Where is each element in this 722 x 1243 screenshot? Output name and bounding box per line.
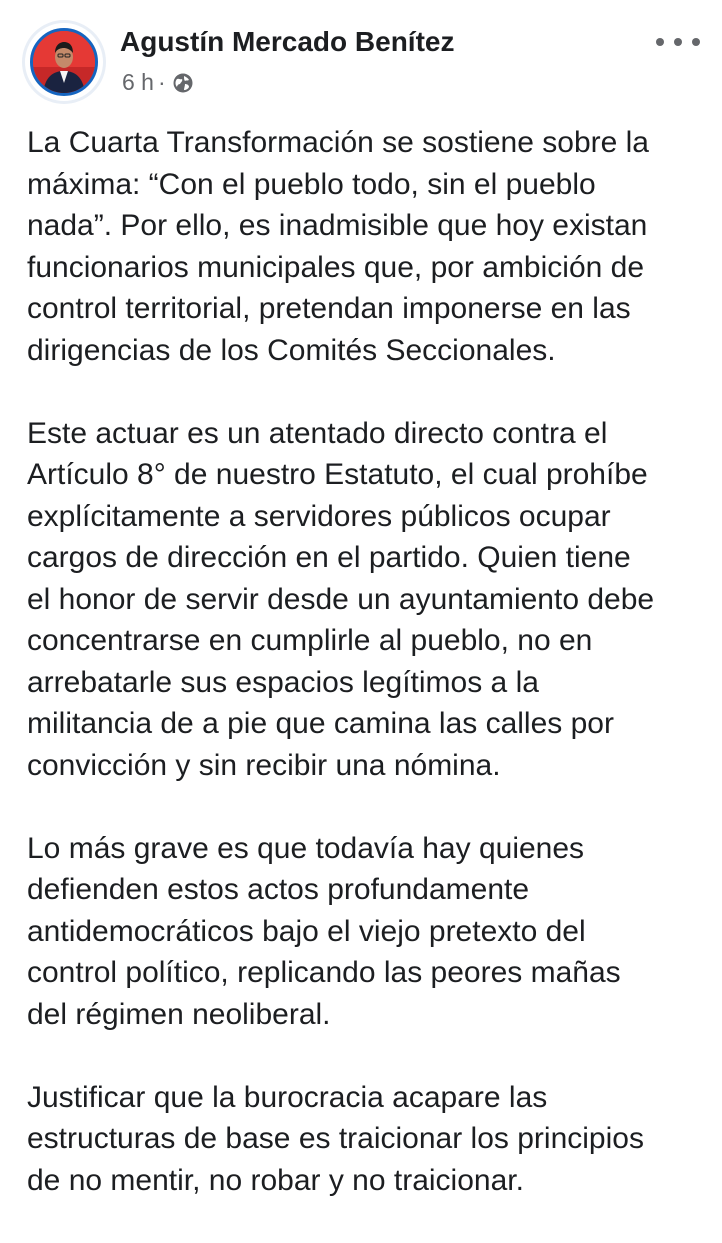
avatar[interactable] bbox=[22, 20, 106, 104]
more-dot bbox=[674, 38, 682, 46]
post-paragraph: Este actuar es un atentado directo contra el Artículo 8° de nuestro Estatuto, el cual prohíbe explícitamente a servidores públicos ocupar cargos de dirección en el partido. Quien tiene el honor de servir desde un ayuntamiento debe concentrarse en cumplirle al pueblo, no en arrebatarle sus espacios legítimos a la militancia de a pie que camina las calles por convicción y sin recibir una nómina. bbox=[27, 416, 655, 782]
avatar-photo bbox=[30, 28, 98, 96]
post-paragraph: Justificar que la burocracia acapare las estructuras de base es traicionar los principios de no mentir, no robar y no traicionar. bbox=[27, 1080, 644, 1197]
globe-icon bbox=[172, 72, 194, 94]
meta-separator: · bbox=[157, 69, 166, 95]
author-name[interactable]: Agustín Mercado Benítez bbox=[120, 26, 455, 57]
more-dot bbox=[692, 38, 700, 46]
more-dot bbox=[656, 38, 664, 46]
post-meta bbox=[122, 69, 194, 96]
post-time[interactable]: 6 h bbox=[122, 69, 154, 95]
post-body bbox=[27, 122, 717, 1243]
post-header bbox=[22, 20, 722, 110]
post-paragraph: La Cuarta Transformación se sostiene sobre la máxima: “Con el pueblo todo, sin el pueblo nada”. Por ello, es inadmisible que hoy existan funcionarios municipales que, por ambición de control territorial, pretendan imponerse en las dirigencias de los Comités Seccionales. bbox=[27, 126, 649, 367]
more-options-icon[interactable] bbox=[656, 30, 700, 54]
person-silhouette-icon bbox=[33, 31, 95, 93]
post-paragraph: Lo más grave es que todavía hay quienes defienden estos actos profundamente antidemocráticos bajo el viejo pretexto del control político, replicando las peores mañas del régimen neoliberal. bbox=[27, 831, 621, 1031]
